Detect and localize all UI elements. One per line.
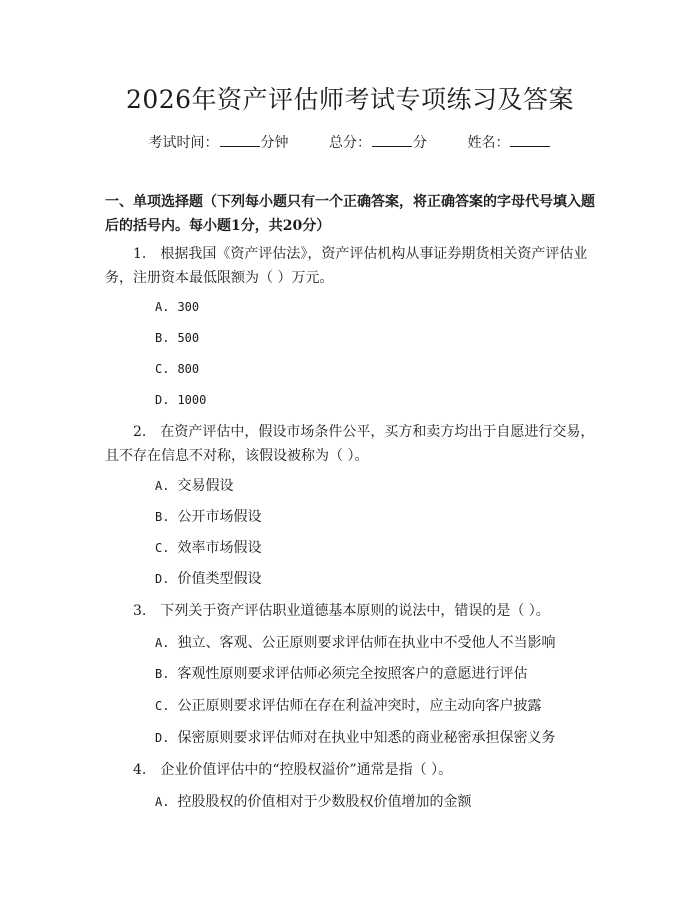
- option-text: 500: [177, 331, 200, 345]
- name-field: [467, 135, 551, 151]
- name-label: 姓名：: [467, 135, 510, 151]
- option-letter: C.: [155, 699, 170, 713]
- total-score-label: 总分：: [329, 135, 371, 151]
- exam-time-label: 考试时间：: [148, 135, 219, 151]
- option-letter: B.: [155, 510, 170, 524]
- question-1: [105, 242, 600, 290]
- exam-info-line: [0, 132, 700, 152]
- option-3b: [155, 664, 527, 684]
- option-2d: [155, 569, 261, 589]
- option-3a: [155, 633, 555, 653]
- total-score-field: [329, 135, 427, 151]
- total-score-unit: 分: [413, 135, 427, 151]
- question-2: [105, 420, 600, 468]
- question-text: 根据我国《资产评估法》，资产评估机构从事证券期货相关资产评估业务，注册资本最低限额为（ ）万元。: [105, 246, 588, 286]
- option-letter: A.: [155, 636, 170, 650]
- option-letter: A.: [155, 300, 170, 314]
- option-letter: C.: [155, 541, 170, 555]
- question-number: 2.: [133, 424, 147, 440]
- question-number: 3.: [133, 603, 147, 619]
- option-text: 交易假设: [177, 478, 234, 494]
- option-letter: B.: [155, 667, 170, 681]
- option-letter: D.: [155, 393, 170, 407]
- option-1c: [155, 359, 199, 379]
- option-letter: C.: [155, 362, 170, 376]
- question-text: 在资产评估中，假设市场条件公平，买方和卖方均出于自愿进行交易，且不存在信息不对称，该假设被称为（ ）。: [105, 424, 595, 464]
- option-text: 价值类型假设: [177, 571, 262, 587]
- option-letter: B.: [155, 331, 170, 345]
- option-4a: [155, 792, 471, 812]
- option-letter: A.: [155, 479, 170, 493]
- option-letter: D.: [155, 572, 170, 586]
- option-2b: [155, 507, 261, 527]
- question-4: [105, 758, 600, 782]
- option-text: 保密原则要求评估师对在执业中知悉的商业秘密承担保密义务: [177, 730, 556, 746]
- exam-time-unit: 分钟: [260, 135, 289, 151]
- exam-time-blank: [220, 134, 260, 147]
- option-text: 800: [177, 362, 200, 376]
- total-score-blank: [372, 134, 412, 147]
- exam-time-field: [149, 135, 289, 151]
- option-text: 1000: [177, 393, 207, 407]
- option-text: 客观性原则要求评估师必须完全按照客户的意愿进行评估: [177, 666, 528, 682]
- option-text: 独立、客观、公正原则要求评估师在执业中不受他人不当影响: [177, 635, 556, 651]
- option-text: 效率市场假设: [177, 540, 262, 556]
- section-heading: 一、单项选择题（下列每小题只有一个正确答案，将正确答案的字母代号填入题后的括号内。每小题1分，共20分）: [105, 194, 595, 234]
- option-text: 300: [177, 300, 200, 314]
- question-3: [105, 599, 600, 623]
- option-1d: [155, 390, 206, 410]
- option-text: 控股股权的价值相对于少数股权价值增加的金额: [177, 794, 472, 810]
- question-text: 企业价值评估中的“控股权溢价”通常是指（ ）。: [160, 762, 453, 778]
- question-number: 4.: [133, 762, 147, 778]
- option-3c: [155, 696, 541, 716]
- question-number: 1.: [133, 246, 147, 262]
- option-2c: [155, 538, 261, 558]
- option-text: 公正原则要求评估师在存在利益冲突时，应主动向客户披露: [177, 698, 542, 714]
- option-3d: [155, 728, 555, 748]
- option-1b: [155, 328, 199, 348]
- option-1a: [155, 297, 199, 317]
- option-letter: D.: [155, 731, 170, 745]
- page-title: 2026年资产评估师考试专项练习及答案: [125, 85, 575, 114]
- name-blank: [510, 134, 550, 147]
- option-2a: [155, 476, 233, 496]
- option-text: 公开市场假设: [177, 509, 262, 525]
- option-letter: A.: [155, 795, 170, 809]
- question-text: 下列关于资产评估职业道德基本原则的说法中，错误的是（ ）。: [160, 603, 550, 619]
